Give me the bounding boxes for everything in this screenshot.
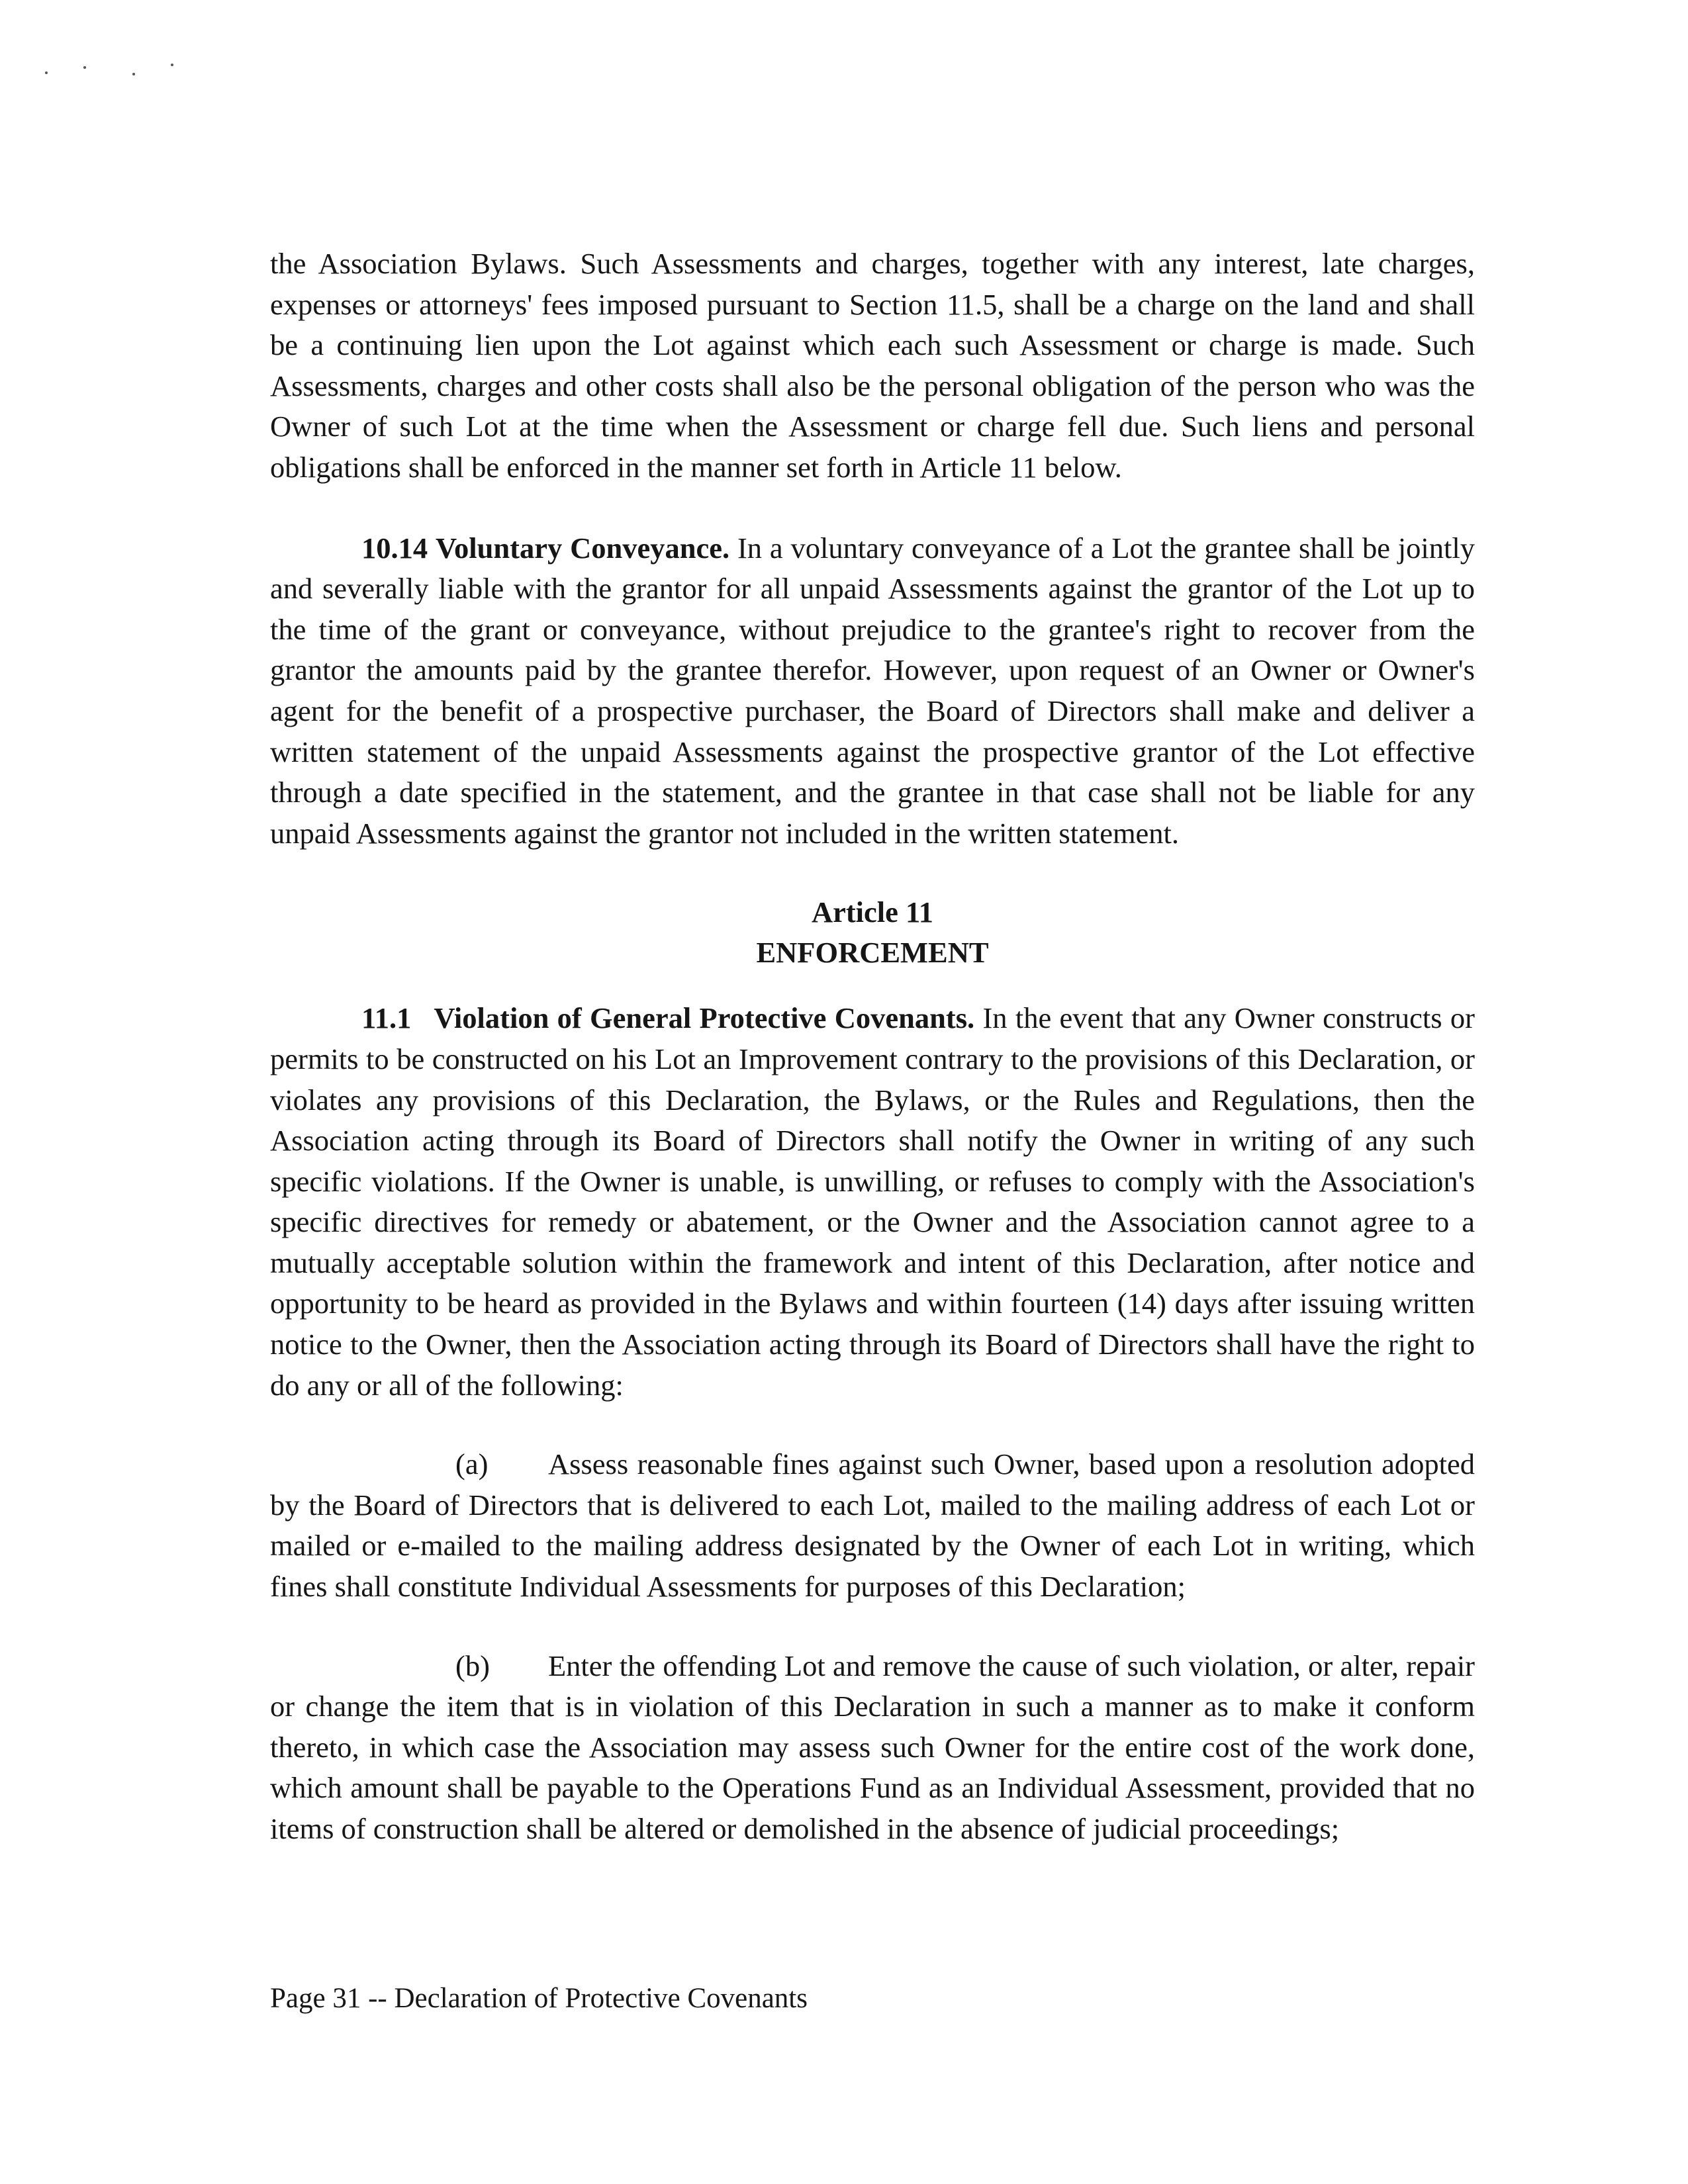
list-item-b-label: (b) xyxy=(455,1649,490,1682)
page-footer: Page 31 -- Declaration of Protective Covenants xyxy=(270,1983,808,2014)
article-label: Article 11 xyxy=(811,895,934,929)
article-title: ENFORCEMENT xyxy=(756,936,989,970)
section-10-14 xyxy=(270,528,1475,854)
continuation-paragraph: the Association Bylaws. Such Assessments and charges, together with any interest, late charges, expenses or attorneys' fees imposed pursuant to Section 11.5, shall be a charge on the land and shall be a continuing lien upon the Lot against which each such Assessment or charge is made. Such Assessments, charges and other costs shall also be the personal obligation of the person who was the Owner of such Lot at the time when the Assessment or charge fell due. Such liens and personal obligations shall be enforced in the manner set forth in Article 11 below. xyxy=(270,247,1475,484)
list-item-b-text: Enter the offending Lot and remove the cause of such violation, or alter, repair or change the item that is in violation of this Declaration in such a manner as to make it conform thereto, in which case the Association may assess such Owner for the entire cost of the work done, which amount shall be payable to the Operations Fund as an Individual Assessment, provided that no items of construction shall be altered or demolished in the absence of judicial proceedings; xyxy=(270,1649,1475,1845)
section-10-14-body: In a voluntary conveyance of a Lot the grantee shall be jointly and severally liable with the grantor for all unpaid Assessments against the grantor of the Lot up to the time of the grant or conveyance, without prejudice to the grantee's right to recover from the grantor the amounts paid by the grantee therefor. However, upon request of an Owner or Owner's agent for the benefit of a prospective purchaser, the Board of Directors shall make and deliver a written statement of the unpaid Assessments against the prospective grantor of the Lot effective through a date specified in the statement, and the grantee in that case shall not be liable for any unpaid Assessments against the grantor not included in the written statement. xyxy=(270,531,1476,850)
list-item-b xyxy=(270,1646,1475,1850)
section-11-1-number: 11.1 xyxy=(361,1001,412,1035)
section-10-14-title: Voluntary Conveyance. xyxy=(436,531,730,565)
section-11-1-title: Violation of General Protective Covenants. xyxy=(434,1001,975,1035)
list-item-a-text: Assess reasonable fines against such Owner, based upon a resolution adopted by the Board of Directors that is delivered to each Lot, mailed to the mailing address of each Lot or mailed or e-mailed to the mailing address designated by the Owner of each Lot in writing, which fines shall constitute Individual Assessments for purposes of this Declaration; xyxy=(270,1447,1475,1604)
document-body xyxy=(270,244,1475,1850)
list-item-a-label: (a) xyxy=(455,1447,489,1481)
section-11-1-body: In the event that any Owner constructs or permits to be constructed on his Lot an Improvement contrary to the provisions of this Declaration, or violates any provisions of this Declaration, the Bylaws, or the Rules and Regulations, then the Association acting through its Board of Directors shall notify the Owner in writing of any such specific violations. If the Owner is unable, is unwilling, or refuses to comply with the Association's specific directives for remedy or abatement, or the Owner and the Association cannot agree to a mutually acceptable solution within the framework and intent of this Declaration, after notice and opportunity to be heard as provided in the Bylaws and within fourteen (14) days after issuing written notice to the Owner, then the Association acting through its Board of Directors shall have the right to do any or all of the following: xyxy=(270,1001,1475,1402)
article-heading xyxy=(270,892,1475,973)
section-11-1 xyxy=(270,998,1475,1406)
scan-artifact-marks xyxy=(40,60,199,79)
list-item-a xyxy=(270,1444,1475,1607)
section-10-14-number: 10.14 xyxy=(361,531,428,565)
